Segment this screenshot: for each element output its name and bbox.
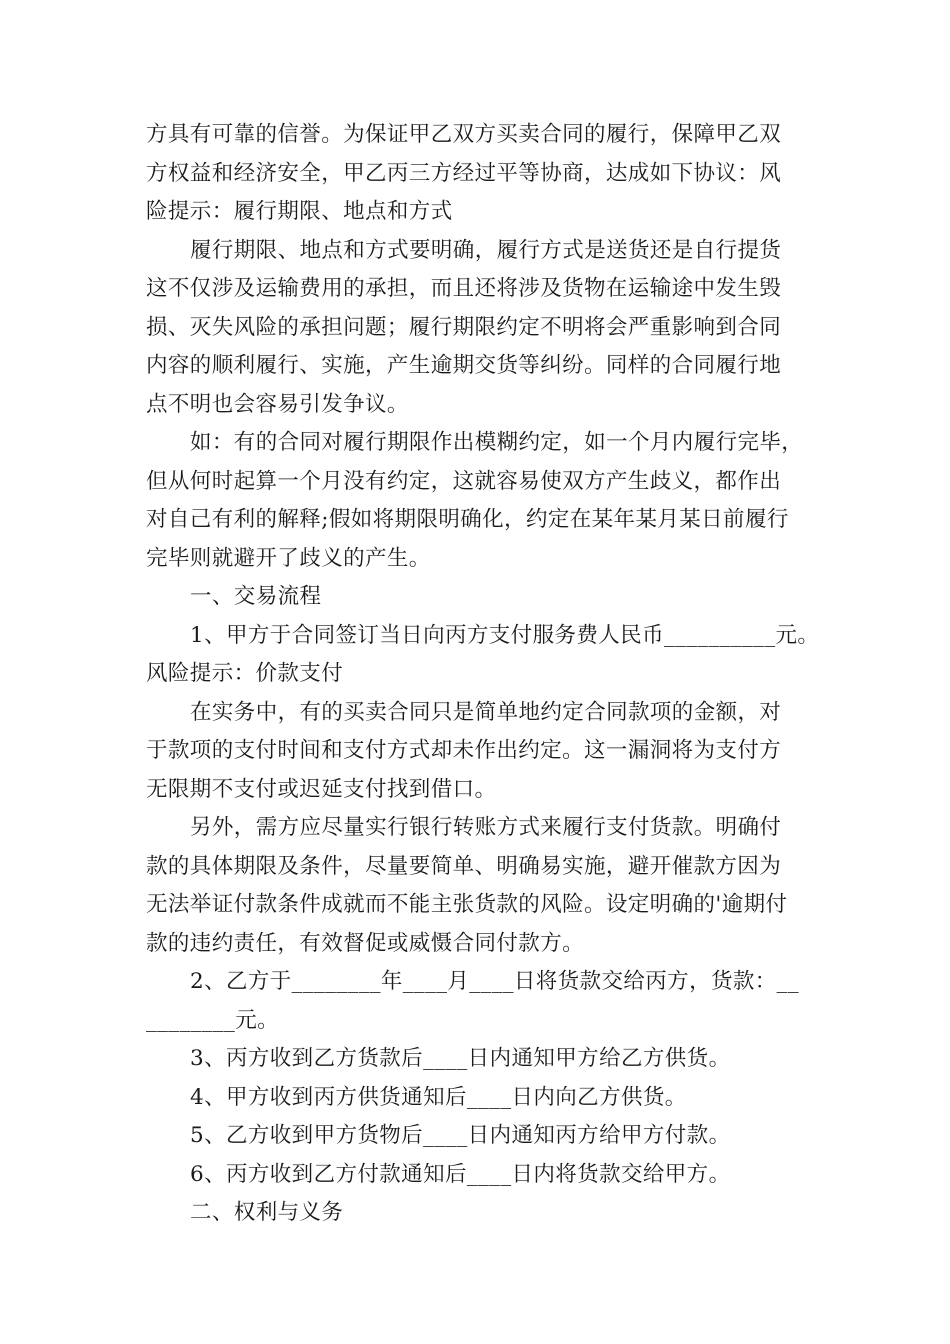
text-line: 完毕则就避开了歧义的产生。	[146, 545, 431, 571]
text-line: 在实务中，有的买卖合同只是简单地约定合同款项的金额，对	[190, 699, 782, 725]
text-line: 二、权利与义务	[190, 1200, 344, 1225]
text-line: 但从何时起算一个月没有约定，这就容易使双方产生歧义，都作出	[146, 468, 782, 494]
text-line: 2、乙方于________年____月____日将货款交给丙方，货款：__	[190, 969, 799, 994]
text-line: 风险提示：价款支付	[146, 661, 344, 686]
text-line: 损、灭失风险的承担问题；履行期限约定不明将会严重影响到合同	[146, 314, 782, 340]
text-line: 一、交易流程	[190, 584, 322, 609]
text-line: 无法举证付款条件成就而不能主张货款的风险。设定明确的'逾期付	[146, 892, 788, 917]
text-line: 这不仅涉及运输费用的承担，而且还将涉及货物在运输途中发生毁	[146, 276, 782, 301]
text-line: 如：有的合同对履行期限作出模糊约定，如一个月内履行完毕，	[190, 430, 804, 455]
text-line: 于款项的支付时间和支付方式却未作出约定。这一漏洞将为支付方	[146, 738, 782, 763]
text-line: 履行期限、地点和方式要明确，履行方式是送货还是自行提货	[190, 237, 782, 263]
text-line: 方权益和经济安全，甲乙丙三方经过平等协商，达成如下协议：风	[146, 160, 782, 186]
text-line: 另外，需方应尽量实行银行转账方式来履行支付货款。明确付	[190, 815, 782, 840]
text-line: 4、甲方收到丙方供货通知后____日内向乙方供货。	[190, 1084, 687, 1110]
text-line: 内容的顺利履行、实施，产生逾期交货等纠纷。同样的合同履行地	[146, 353, 782, 378]
text-line: 6、丙方收到乙方付款通知后____日内将货款交给甲方。	[190, 1161, 731, 1187]
text-line: 款的违约责任，有效督促或威慑合同付款方。	[146, 930, 585, 956]
text-line: 款的具体期限及条件，尽量要简单、明确易实施，避开催款方因为	[146, 853, 782, 879]
document-body	[146, 116, 836, 1233]
text-line: 方具有可靠的信誉。为保证甲乙双方买卖合同的履行，保障甲乙双	[146, 122, 782, 147]
text-line: ________元。	[146, 1007, 280, 1033]
text-line: 5、乙方收到甲方货物后____日内通知丙方给甲方付款。	[190, 1123, 731, 1148]
text-line: 对自己有利的解释;假如将期限明确化，约定在某年某月某日前履行	[146, 507, 789, 532]
text-line: 3、丙方收到乙方货款后____日内通知甲方给乙方供货。	[190, 1046, 731, 1071]
text-line: 1、甲方于合同签订当日向丙方支付服务费人民币__________元。	[190, 622, 820, 648]
text-line: 险提示：履行期限、地点和方式	[146, 199, 453, 224]
text-line: 无限期不支付或迟延支付找到借口。	[146, 776, 497, 802]
text-line: 点不明也会容易引发争议。	[146, 391, 409, 417]
